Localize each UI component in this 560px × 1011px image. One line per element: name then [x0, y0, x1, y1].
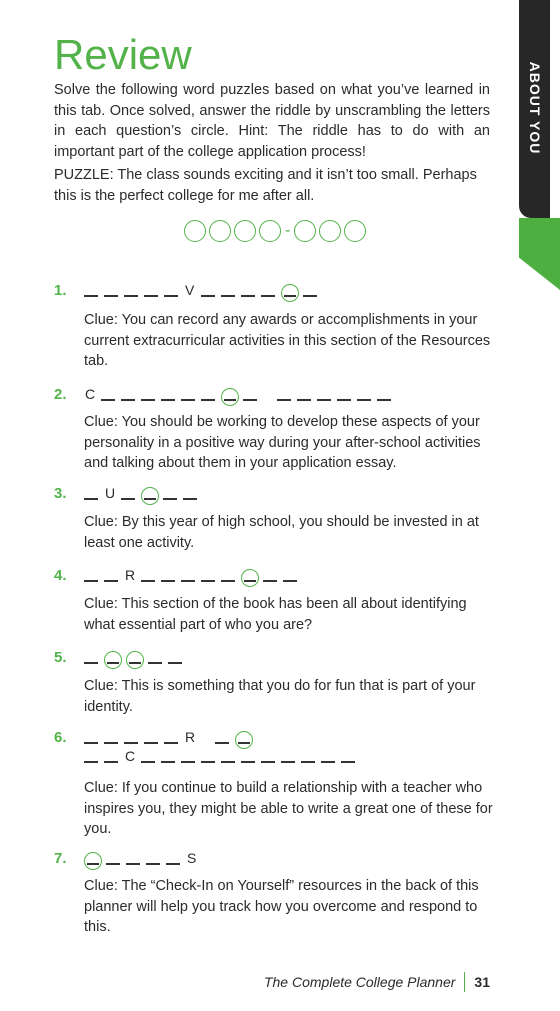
given-letter: C — [125, 748, 136, 764]
letter-blank — [104, 742, 118, 744]
question-5-clue: Clue: This is something that you do for fun that is part of your identity. — [84, 678, 476, 715]
letter-blank — [181, 399, 195, 401]
question-6-number: 6. — [54, 729, 67, 746]
question-7-clue: Clue: The “Check-In on Yourself” resources in the back of this planner will help you track how you overcome and respond to this. — [84, 878, 479, 935]
answer-circle — [319, 220, 341, 242]
question-3-clue: Clue: By this year of high school, you should be invested in at least one activity. — [84, 514, 479, 551]
letter-blank — [104, 295, 118, 297]
letter-blank — [317, 399, 331, 401]
letter-blank — [241, 295, 255, 297]
letter-blank — [104, 580, 118, 582]
letter-blank — [84, 742, 98, 744]
letter-blank — [303, 295, 317, 297]
letter-blank — [161, 761, 175, 763]
letter-blank — [221, 761, 235, 763]
letter-blank — [221, 580, 235, 582]
letter-blank — [261, 295, 275, 297]
given-letter: U — [105, 485, 116, 501]
page-footer — [0, 972, 490, 992]
letter-blank — [106, 863, 120, 865]
letter-blank — [277, 399, 291, 401]
question-7-number: 7. — [54, 850, 67, 867]
circled-letter-blank — [104, 651, 122, 669]
question-1-clue: Clue: You can record any awards or accomplishments in your current extracurricular activities in this section of the Resources tab. — [84, 312, 491, 369]
letter-blank — [301, 761, 315, 763]
letter-blank — [104, 761, 118, 763]
letter-blank — [164, 742, 178, 744]
letter-blank — [377, 399, 391, 401]
puzzle-text: PUZZLE: The class sounds exciting and it isn’t too small. Perhaps this is the perfect college for me after all. — [54, 167, 477, 204]
letter-blank — [181, 761, 195, 763]
given-letter: S — [187, 850, 197, 866]
question-6-clue: Clue: If you continue to build a relationship with a teacher who inspires you, they might be able to write a great one of these for you. — [84, 780, 493, 837]
answer-circle — [184, 220, 206, 242]
circled-letter-blank — [84, 852, 102, 870]
given-letter: R — [185, 729, 196, 745]
circled-letter-blank — [281, 284, 299, 302]
circled-letter-blank — [126, 651, 144, 669]
answer-circles — [184, 220, 369, 242]
letter-blank — [341, 761, 355, 763]
letter-blank — [297, 399, 311, 401]
letter-blank — [84, 498, 98, 500]
section-tab-accent — [519, 218, 560, 290]
letter-blank — [144, 742, 158, 744]
answer-circle — [344, 220, 366, 242]
answer-circle — [209, 220, 231, 242]
circled-letter-blank — [235, 731, 253, 749]
question-3-number: 3. — [54, 485, 67, 502]
letter-blank — [163, 498, 177, 500]
footer-divider — [464, 972, 465, 992]
letter-blank — [221, 295, 235, 297]
question-1-number: 1. — [54, 282, 67, 299]
letter-blank — [168, 662, 182, 664]
letter-blank — [164, 295, 178, 297]
letter-blank — [126, 863, 140, 865]
circled-letter-blank — [241, 569, 259, 587]
given-letter: R — [125, 567, 136, 583]
letter-blank — [84, 580, 98, 582]
page-title: Review — [54, 31, 192, 78]
intro-text: Solve the following word puzzles based on what you’ve learned in this tab. Once solved, answer the riddle by unscrambling the letters in each question’s circle. Hint: The riddle has to do with an important part of the college application process! — [54, 82, 490, 160]
letter-blank — [141, 761, 155, 763]
letter-blank — [201, 295, 215, 297]
section-tab-label: ABOUT YOU — [526, 61, 543, 155]
letter-blank — [84, 295, 98, 297]
answer-circle — [294, 220, 316, 242]
letter-blank — [121, 399, 135, 401]
letter-blank — [84, 761, 98, 763]
letter-blank — [148, 662, 162, 664]
answer-circle — [259, 220, 281, 242]
question-5-number: 5. — [54, 649, 67, 666]
letter-blank — [215, 742, 229, 744]
letter-blank — [201, 761, 215, 763]
letter-blank — [166, 863, 180, 865]
letter-blank — [337, 399, 351, 401]
letter-blank — [124, 742, 138, 744]
letter-blank — [124, 295, 138, 297]
letter-blank — [101, 399, 115, 401]
letter-blank — [281, 761, 295, 763]
letter-blank — [261, 761, 275, 763]
letter-blank — [181, 580, 195, 582]
answer-separator: - — [285, 222, 291, 239]
letter-blank — [141, 580, 155, 582]
question-4-clue: Clue: This section of the book has been all about identifying what essential part of who you are? — [84, 596, 467, 633]
circled-letter-blank — [141, 487, 159, 505]
letter-blank — [146, 863, 160, 865]
book-title: The Complete College Planner — [263, 974, 456, 990]
letter-blank — [243, 399, 257, 401]
letter-blank — [161, 399, 175, 401]
given-letter: C — [85, 386, 96, 402]
letter-blank — [121, 498, 135, 500]
letter-blank — [141, 399, 155, 401]
letter-blank — [241, 761, 255, 763]
given-letter: V — [185, 282, 195, 298]
letter-blank — [357, 399, 371, 401]
question-2-number: 2. — [54, 386, 67, 403]
question-2-clue: Clue: You should be working to develop these aspects of your personality in a positive way during your after-school activities and talking about them in your application essay. — [84, 414, 481, 471]
letter-blank — [84, 662, 98, 664]
letter-blank — [161, 580, 175, 582]
letter-blank — [321, 761, 335, 763]
answer-circle — [234, 220, 256, 242]
letter-blank — [144, 295, 158, 297]
page-number: 31 — [474, 974, 490, 990]
section-tab — [519, 0, 550, 218]
letter-blank — [201, 580, 215, 582]
letter-blank — [201, 399, 215, 401]
question-4-number: 4. — [54, 567, 67, 584]
letter-blank — [263, 580, 277, 582]
circled-letter-blank — [221, 388, 239, 406]
letter-blank — [183, 498, 197, 500]
letter-blank — [283, 580, 297, 582]
